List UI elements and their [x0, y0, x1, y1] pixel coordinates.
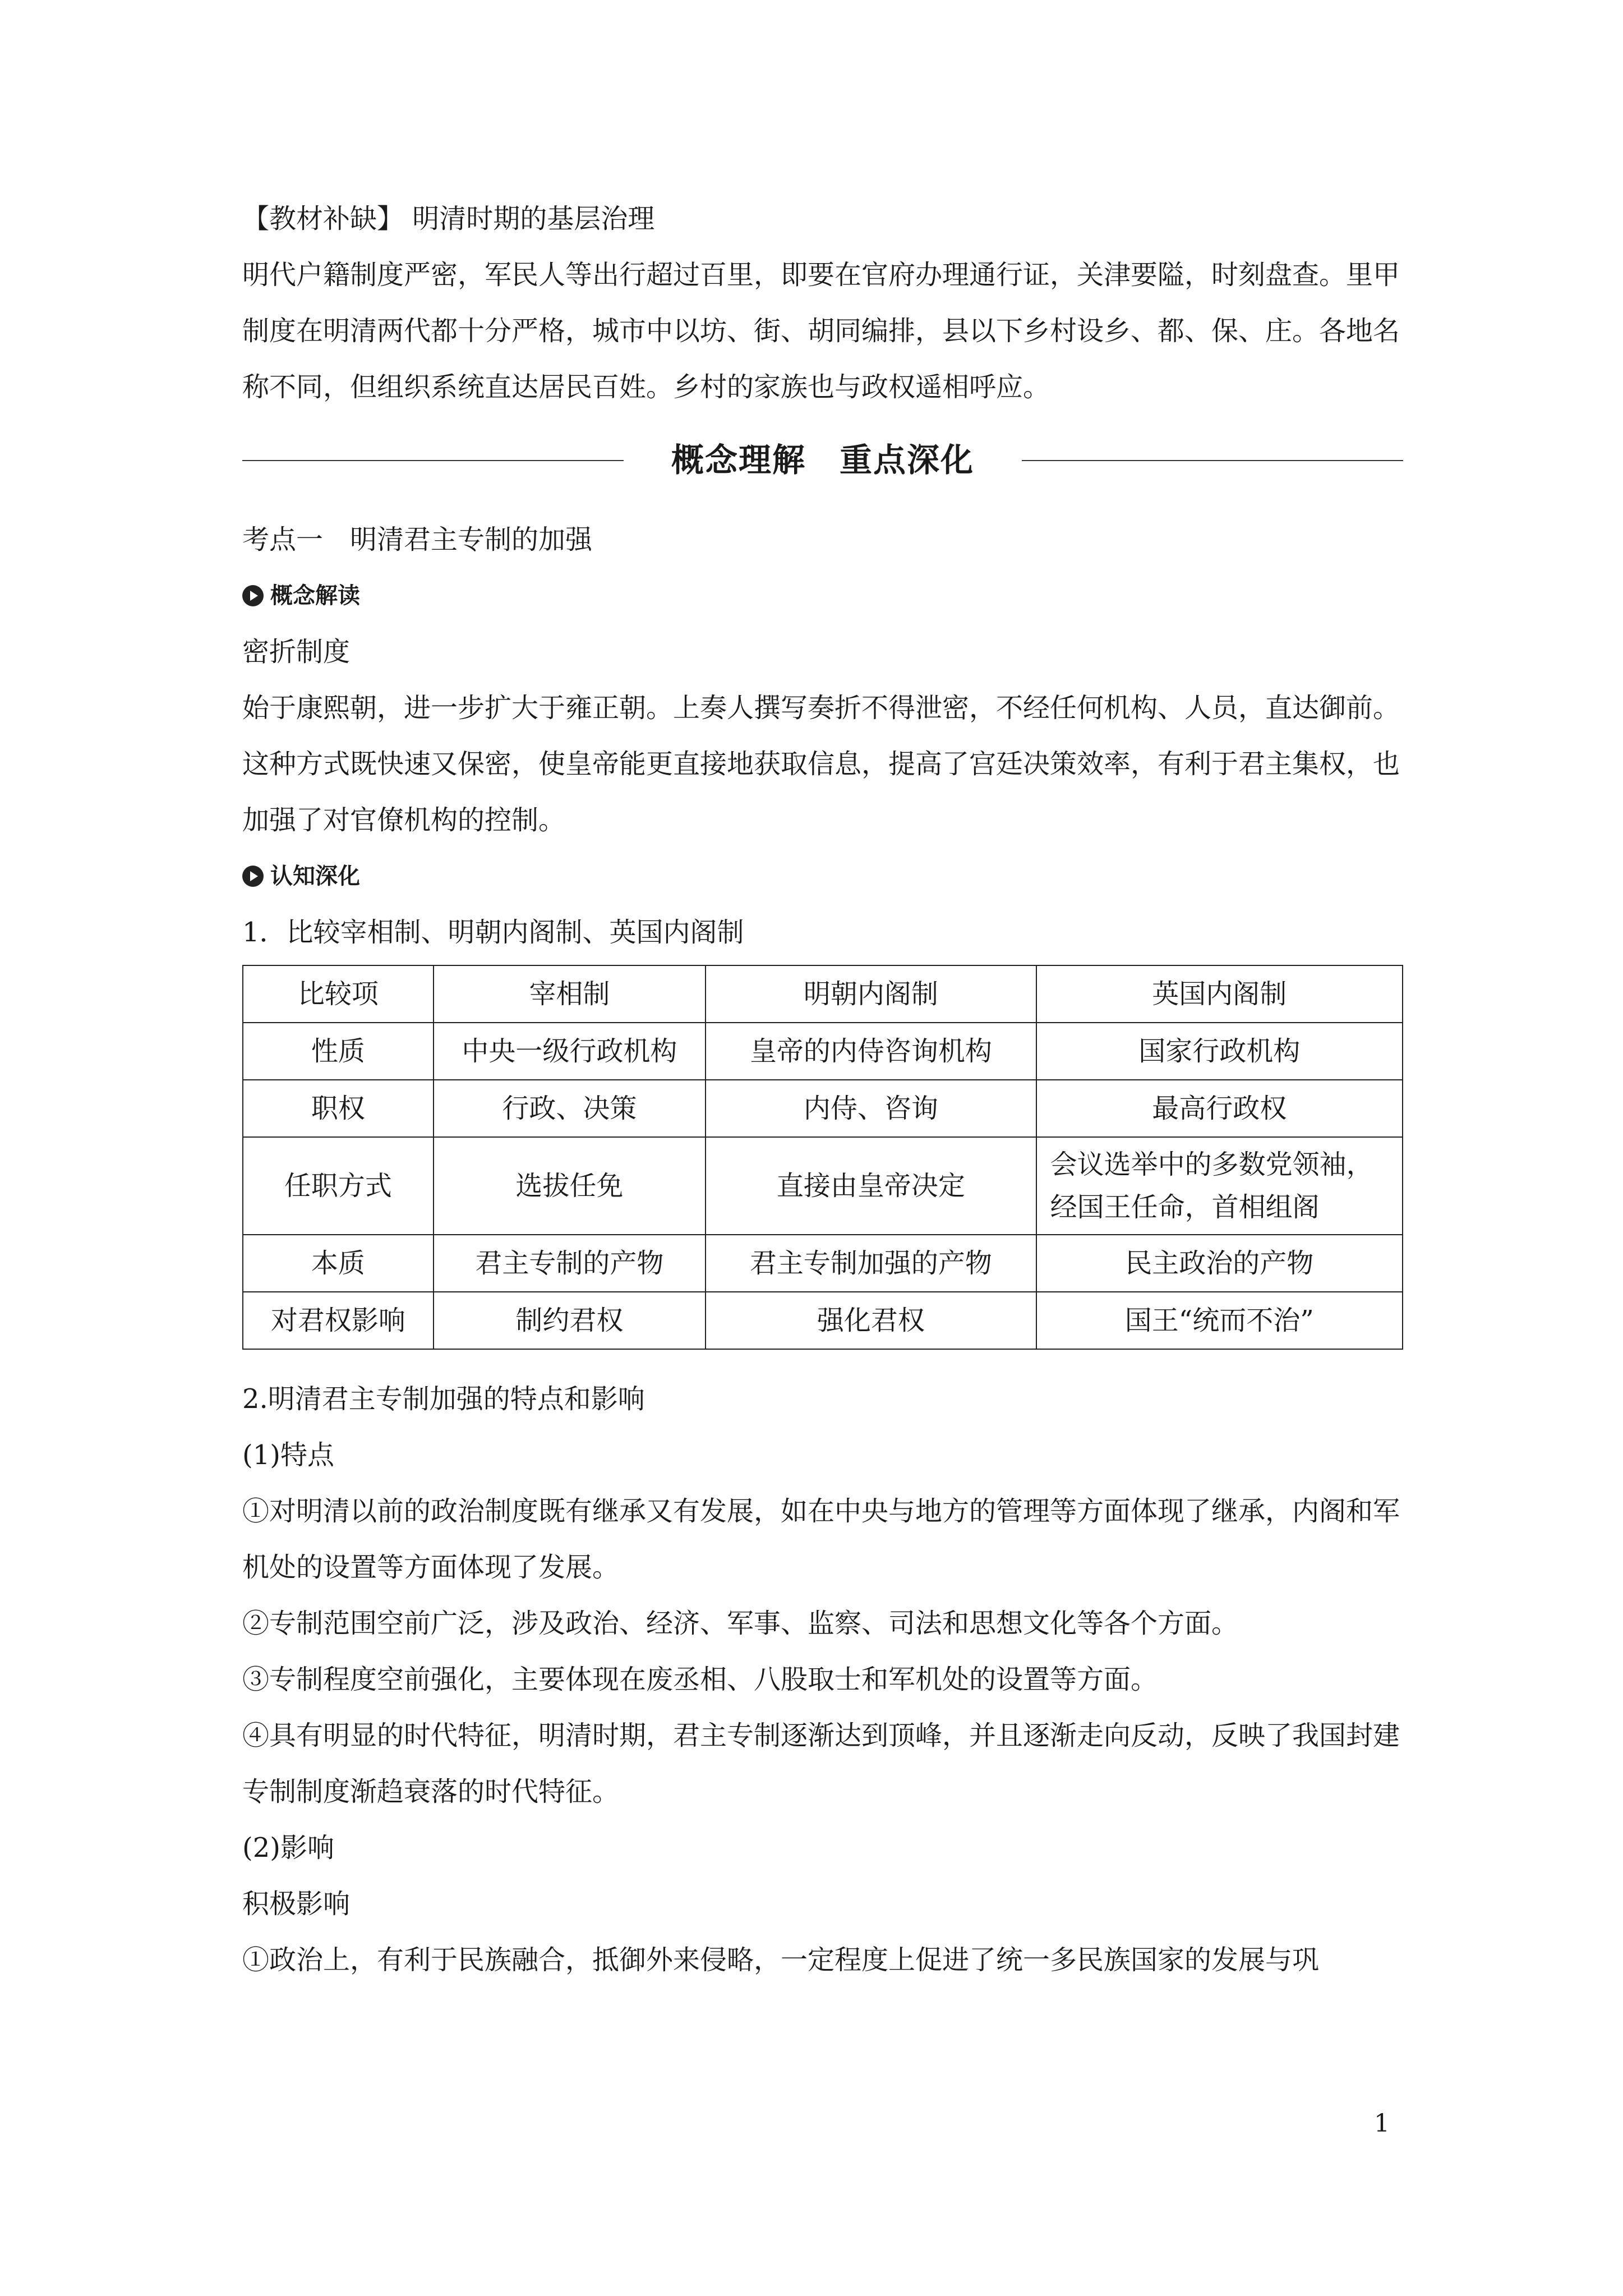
- deepen-marker-label: 认知深化: [270, 863, 360, 889]
- table-header-cell: 明朝内阁制: [706, 965, 1036, 1023]
- concept-marker: [242, 568, 1403, 624]
- table-cell: 制约君权: [434, 1292, 706, 1349]
- table-cell: 选拔任免: [434, 1137, 706, 1235]
- item1-title: 1．比较宰相制、明朝内阁制、英国内阁制: [242, 917, 744, 948]
- section-header: [242, 427, 1403, 495]
- table-cell: 强化君权: [706, 1292, 1036, 1349]
- table-row: [243, 1292, 1403, 1349]
- page-content: [242, 191, 1403, 1988]
- table-row: [243, 1080, 1403, 1137]
- table-cell: 皇帝的内侍咨询机构: [706, 1023, 1036, 1080]
- section-title: 概念理解 重点深化: [671, 441, 974, 479]
- table-row: [243, 1137, 1403, 1235]
- feature-point: ③专制程度空前强化，主要体现在废丞相、八股取士和军机处的设置等方面。: [242, 1664, 1158, 1695]
- feature-point: ④具有明显的时代特征，明清时期，君主专制逐渐达到顶峰，并且逐渐走向反动，反映了我国封建专制制度渐趋衰落的时代特征。: [242, 1720, 1400, 1807]
- table-row: [243, 1235, 1403, 1292]
- play-triangle-icon: [242, 866, 264, 887]
- supplement-heading: [242, 191, 1403, 247]
- table-cell: 中央一级行政机构: [434, 1023, 706, 1080]
- concept-text: 始于康熙朝，进一步扩大于雍正朝。上奏人撰写奏折不得泄密，不经任何机构、人员，直达御前。这种方式既快速又保密，使皇帝能更直接地获取信息，提高了宫廷决策效率，有利于君主集权，也加强了对官僚机构的控制。: [242, 692, 1400, 836]
- table-cell: 本质: [243, 1235, 434, 1292]
- table-row: [243, 1023, 1403, 1080]
- part2-title: 2.明清君主专制加强的特点和影响: [242, 1383, 645, 1415]
- table-cell: 任职方式: [243, 1137, 434, 1235]
- play-triangle-icon: [242, 585, 264, 606]
- page-number: 1: [1374, 2109, 1390, 2138]
- section-rule-right: [1022, 460, 1403, 461]
- table-header-cell: 比较项: [243, 965, 434, 1023]
- positive-impact-label: 积极影响: [242, 1888, 351, 1920]
- table-cell: 对君权影响: [243, 1292, 434, 1349]
- table-cell: 直接由皇帝决定: [706, 1137, 1036, 1235]
- supplement-text: 明代户籍制度严密，军民人等出行超过百里，即要在官府办理通行证，关津要隘，时刻盘查。里甲制度在明清两代都十分严格，城市中以坊、街、胡同编排，县以下乡村设乡、都、保、庄。各地名称不同，但组织系统直达居民百姓。乡村的家族也与政权遥相呼应。: [242, 259, 1400, 403]
- supplement-tag: 【教材补缺】: [242, 203, 404, 234]
- feature-point: ②专制范围空前广泛，涉及政治、经济、军事、监察、司法和思想文化等各个方面。: [242, 1608, 1239, 1639]
- table-header-cell: 英国内阁制: [1036, 965, 1403, 1023]
- table-cell: 性质: [243, 1023, 434, 1080]
- table-cell: 民主政治的产物: [1036, 1235, 1403, 1292]
- table-cell: 会议选举中的多数党领袖，经国王任命，首相组阁: [1036, 1137, 1403, 1235]
- table-cell: 内侍、咨询: [706, 1080, 1036, 1137]
- table-header-row: [243, 965, 1403, 1023]
- positive-impact-1: ①政治上，有利于民族融合，抵御外来侵略，一定程度上促进了统一多民族国家的发展与巩: [242, 1944, 1320, 1976]
- table-cell: 君主专制加强的产物: [706, 1235, 1036, 1292]
- concept-marker-label: 概念解读: [270, 583, 360, 609]
- part2-sub2: (2)影响: [242, 1832, 334, 1864]
- table-cell: 国王“统而不治”: [1036, 1292, 1403, 1349]
- table-header-cell: 宰相制: [434, 965, 706, 1023]
- deepen-marker: [242, 848, 1403, 904]
- table-cell: 君主专制的产物: [434, 1235, 706, 1292]
- table-cell: 行政、决策: [434, 1080, 706, 1137]
- part2-sub1: (1)特点: [242, 1439, 334, 1471]
- table-cell: 国家行政机构: [1036, 1023, 1403, 1080]
- supplement-title: 明清时期的基层治理: [412, 203, 655, 234]
- table-cell: 最高行政权: [1036, 1080, 1403, 1137]
- comparison-table: [242, 965, 1403, 1350]
- feature-point: ①对明清以前的政治制度既有继承又有发展，如在中央与地方的管理等方面体现了继承，内阁和军机处的设置等方面体现了发展。: [242, 1496, 1400, 1583]
- keypoint-title: 考点一 明清君主专制的加强: [242, 524, 593, 555]
- concept-term: 密折制度: [242, 636, 351, 668]
- table-cell: 职权: [243, 1080, 434, 1137]
